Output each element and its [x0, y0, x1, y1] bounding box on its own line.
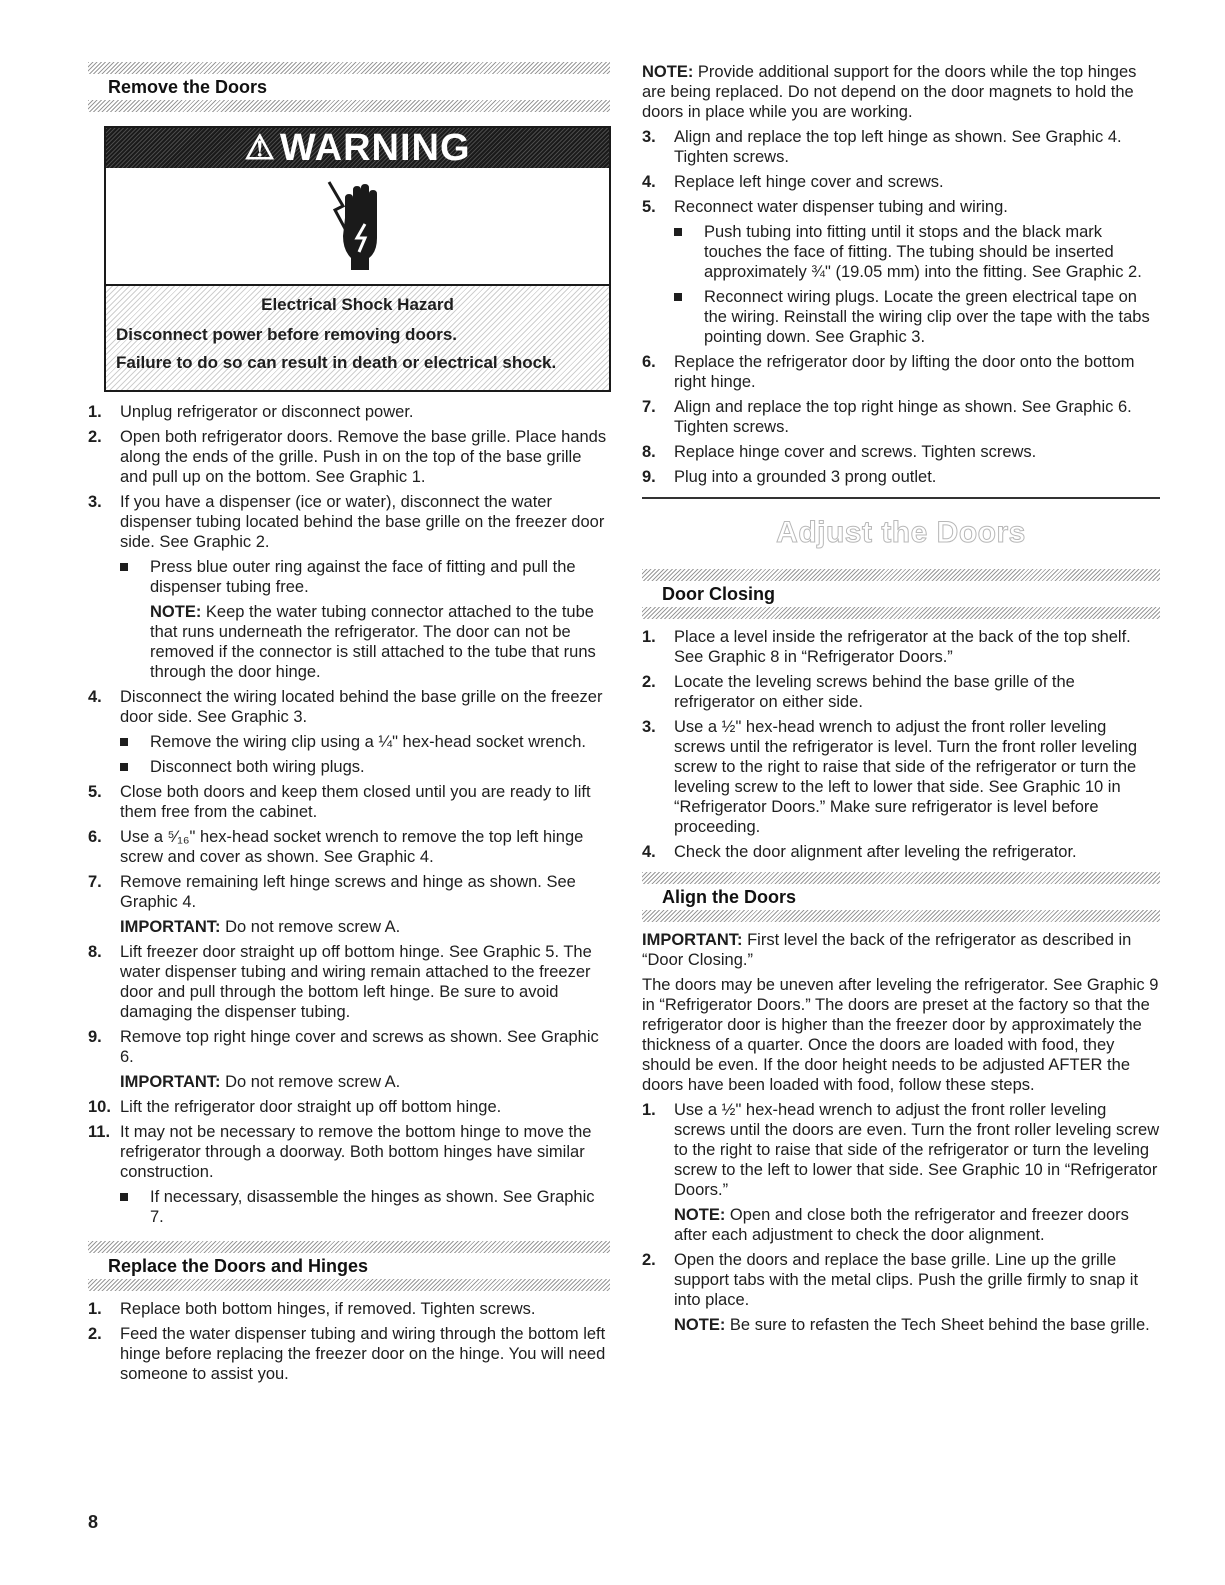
- list-item: 2. Open the doors and replace the base grille. Line up the grille support tabs with the metal clips. Push the grille firmly to snap it into place. NOTE: Be sure to refasten the Tech Sheet behind the base grille.: [642, 1250, 1160, 1335]
- list-item: 6. Use a ⁵⁄₁₆" hex-head socket wrench to remove the top left hinge screw and cover as shown. See Graphic 4.: [88, 828, 584, 866]
- warning-banner: ⚠ WARNING: [106, 128, 609, 168]
- left-column: [88, 62, 610, 1389]
- align-paragraph: The doors may be uneven after leveling the refrigerator. See Graphic 9 in “Refrigerator Doors.” The doors are preset at the factory so that the refrigerator door is higher than the freezer door by approximately the thickness of a quarter. Once the doors are loaded with food, they should be even. If the door height needs to be adjusted AFTER the doors have been loaded with food, follow these steps.: [642, 976, 1159, 1094]
- list-item: 1. Replace both bottom hinges, if removed. Tighten screws.: [88, 1300, 536, 1318]
- list-item: 7. Remove remaining left hinge screws and hinge as shown. See Graphic 4. IMPORTANT: Do not remove screw A.: [88, 872, 610, 937]
- electrical-shock-hand-icon: [323, 178, 393, 274]
- note: NOTE: Open and close both the refrigerator and freezer doors after each adjustment to check the door alignment.: [674, 1206, 1129, 1244]
- important-note: IMPORTANT: Do not remove screw A.: [120, 1073, 401, 1091]
- section-divider: [642, 497, 1160, 499]
- list-item: 4. Replace left hinge cover and screws.: [642, 173, 944, 191]
- door-closing-title: Door Closing: [662, 584, 775, 604]
- page-number: 8: [88, 1512, 99, 1532]
- adjust-doors-title: Adjust the Doors: [776, 516, 1026, 549]
- list-item: 1. Use a ½" hex-head wrench to adjust the front roller leveling screws until the doors are even. Turn the front roller leveling screw to the right to raise that side of the refrigerator or turn the leveling screw to the left to lower that side. See Graphic 10 in “Refrigerator Doors.” NOTE: Open and close both the refrigerator and freezer doors after each adjustment to check the door alignment.: [642, 1101, 1160, 1244]
- list-item: 9. Plug into a grounded 3 prong outlet.: [642, 468, 937, 486]
- list-item: 4. Check the door alignment after leveling the refrigerator.: [642, 843, 1077, 861]
- square-bullet-icon: [120, 763, 128, 771]
- list-item: 8. Lift freezer door straight up off bottom hinge. See Graphic 5. The water dispenser tubing and wiring remain attached to the freezer door and pull through the bottom left hinge. Be sure to avoid damaging the dispenser tubing.: [88, 943, 592, 1021]
- warning-line-1: Disconnect power before removing doors.: [116, 325, 458, 344]
- list-item: 3. Align and replace the top left hinge as shown. See Graphic 4. Tighten screws.: [642, 128, 1122, 166]
- note: NOTE: Keep the water tubing connector attached to the tube that runs underneath the refrigerator. The door can not be removed if the connector is still attached to the tube that runs through the door hinge.: [150, 603, 596, 681]
- door-closing-heading: [642, 569, 1160, 619]
- list-item: 3. If you have a dispenser (ice or water), disconnect the water dispenser tubing located behind the base grille on the freezer door side. See Graphic 2. Press blue outer ring against the face of fitting and pull the dispenser tubing free. NOTE: Keep the water tubing connector attached to the tube that runs underneath the refrigerator. The door can not be removed if the connector is still attached to the tube that runs through the door hinge.: [88, 492, 610, 682]
- replace-doors-heading: [88, 1241, 610, 1291]
- bullet-item: Remove the wiring clip using a ¼" hex-head socket wrench.: [120, 732, 610, 752]
- bullet-item: Press blue outer ring against the face of fitting and pull the dispenser tubing free.: [120, 557, 610, 597]
- list-item: 2. Locate the leveling screws behind the base grille of the refrigerator on either side.: [642, 673, 1075, 711]
- square-bullet-icon: [120, 563, 128, 571]
- warning-triangle-icon: ⚠: [244, 129, 276, 167]
- align-doors-steps: [642, 1100, 1160, 1335]
- note: NOTE: Provide additional support for the doors while the top hinges are being replaced. Do not depend on the door magnets to hold the doors in place while you are working.: [642, 63, 1137, 121]
- list-item: 4. Disconnect the wiring located behind the base grille on the freezer door side. See Graphic 3. Remove the wiring clip using a ¼" hex-head socket wrench. Disconnect both wiring plugs.: [88, 687, 610, 777]
- align-doors-title: Align the Doors: [662, 887, 796, 907]
- square-bullet-icon: [120, 738, 128, 746]
- square-bullet-icon: [120, 1193, 128, 1201]
- bullet-item: If necessary, disassemble the hinges as shown. See Graphic 7.: [120, 1187, 610, 1227]
- important-note: IMPORTANT: Do not remove screw A.: [120, 918, 401, 936]
- square-bullet-icon: [674, 293, 682, 301]
- remove-doors-steps: [88, 402, 610, 1227]
- align-doors-heading: [642, 872, 1160, 922]
- replace-doors-steps: [88, 1299, 610, 1384]
- warning-hazard-title: Electrical Shock Hazard: [261, 295, 454, 314]
- list-item: 10. Lift the refrigerator door straight up off bottom hinge.: [88, 1098, 502, 1116]
- replace-doors-title: Replace the Doors and Hinges: [108, 1256, 369, 1276]
- remove-doors-title: Remove the Doors: [108, 77, 268, 97]
- remove-doors-heading: [88, 62, 610, 112]
- list-item: 8. Replace hinge cover and screws. Tighten screws.: [642, 443, 1037, 461]
- note: NOTE: Be sure to refasten the Tech Sheet behind the base grille.: [674, 1316, 1150, 1334]
- list-item: 7. Align and replace the top right hinge as shown. See Graphic 6. Tighten screws.: [642, 398, 1132, 436]
- important-note: IMPORTANT: First level the back of the refrigerator as described in “Door Closing.”: [642, 931, 1132, 969]
- right-column: [642, 62, 1160, 1340]
- list-item: 1. Unplug refrigerator or disconnect power.: [88, 403, 414, 421]
- bullet-item: Disconnect both wiring plugs.: [120, 757, 610, 777]
- list-item: 6. Replace the refrigerator door by lifting the door onto the bottom right hinge.: [642, 353, 1135, 391]
- warning-box: [104, 126, 611, 392]
- list-item: 2. Feed the water dispenser tubing and wiring through the bottom left hinge before replacing the freezer door on the hinge. You will need someone to assist you.: [88, 1325, 606, 1383]
- list-item: 1. Place a level inside the refrigerator at the back of the top shelf. See Graphic 8 in “Refrigerator Doors.”: [642, 628, 1131, 666]
- list-item: 3. Use a ½" hex-head wrench to adjust the front roller leveling screws until the refrigerator is level. Turn the front roller leveling screw to the right to raise that side of the refrigerator or turn the leveling screw to the left to lower that side. See Graphic 10 in “Refrigerator Doors.” Make sure refrigerator is level before proceeding.: [642, 718, 1138, 836]
- list-item: 11. It may not be necessary to remove the bottom hinge to move the refrigerator through a doorway. Both bottom hinges have similar construction. If necessary, disassemble the hinges as shown. See Graphic 7.: [88, 1122, 610, 1227]
- warning-line-2: Failure to do so can result in death or electrical shock.: [116, 353, 557, 372]
- list-item: 5. Reconnect water dispenser tubing and wiring. Push tubing into fitting until it stops and the black mark touches the face of fitting. The tubing should be inserted approximately ¾" (19.05 mm) into the fitting. See Graphic 2. Reconnect wiring plugs. Locate the green electrical tape on the wiring. Reinstall the wiring clip over the tape with the tabs pointing down. See Graphic 3.: [642, 197, 1160, 347]
- bullet-item: Push tubing into fitting until it stops and the black mark touches the face of fitting. The tubing should be inserted approximately ¾" (19.05 mm) into the fitting. See Graphic 2.: [674, 222, 1160, 282]
- square-bullet-icon: [674, 228, 682, 236]
- list-item: 5. Close both doors and keep them closed until you are ready to lift them free from the cabinet.: [88, 783, 591, 821]
- list-item: 9. Remove top right hinge cover and screws as shown. See Graphic 6. IMPORTANT: Do not remove screw A.: [88, 1027, 610, 1092]
- list-item: 2. Open both refrigerator doors. Remove the base grille. Place hands along the ends of the grille. Push in on the top of the base grille and pull up on the bottom. See Graphic 1.: [88, 428, 607, 486]
- replace-doors-steps-continued: [642, 127, 1160, 487]
- door-closing-steps: [642, 627, 1160, 862]
- bullet-item: Reconnect wiring plugs. Locate the green electrical tape on the wiring. Reinstall the wiring clip over the tape with the tabs pointing down. See Graphic 3.: [674, 287, 1160, 347]
